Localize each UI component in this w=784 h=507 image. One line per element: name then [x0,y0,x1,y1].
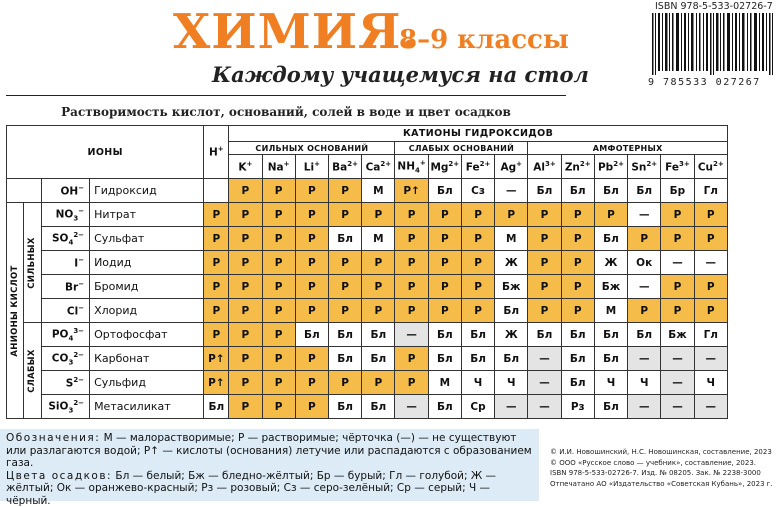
ion-charge: − [78,280,84,288]
solubility-cell: Бл [428,347,461,371]
ion-subscript: 3 [73,214,78,222]
cation-header [295,155,328,179]
solubility-cell: Р [204,227,229,251]
row-spacer [7,179,42,203]
solubility-cell: Р [362,251,395,275]
anions-label-text: АНИОНЫ КИСЛОТ [10,265,20,356]
anion-formula [42,203,90,227]
solubility-cell: Р [461,251,494,275]
ion-symbol: Zn [565,161,580,173]
solubility-cell: Р [395,347,428,371]
solubility-cell: Бл [295,323,328,347]
solubility-cell: Р [628,227,661,251]
solubility-cell: Р [295,227,328,251]
ion-symbol: Al [533,161,545,173]
ions-header: ИОНЫ [7,126,204,179]
solubility-cell: Р [362,371,395,395]
solubility-cell: — [661,347,694,371]
solubility-cell: Р [461,299,494,323]
cation-header [495,155,528,179]
ion-symbol: PO [52,328,69,340]
anion-formula [42,347,90,371]
anion-name: Иодид [90,251,204,275]
copyright-line: Отпечатано АО «Издательство «Советская Кубань», 2023 г. [550,479,773,490]
solubility-cell: Ж [495,251,528,275]
solubility-cell: Р [528,227,561,251]
ion-symbol: Br [65,281,78,293]
ion-charge: + [420,159,426,167]
solubility-cell: Бл [362,347,395,371]
solubility-cell: Р [262,299,295,323]
ion-charge: 2− [73,399,84,407]
solubility-cell: Р [528,275,561,299]
ion-charge: − [78,304,84,312]
solubility-cell: Р [395,251,428,275]
solubility-cell: Бр [661,179,694,203]
anion-name: Гидроксид [90,179,204,203]
solubility-cell: Р [461,203,494,227]
ion-symbol: Ba [332,161,347,173]
solubility-cell: Ср [461,395,494,419]
solubility-cell: — [395,323,428,347]
solubility-cell: Р [229,299,262,323]
solubility-cell: Бл [561,179,594,203]
solubility-cell: Р [395,227,428,251]
solubility-cell: Р [561,251,594,275]
ion-symbol: SiO [48,400,68,412]
solubility-cell: Бл [328,323,361,347]
anion-name: Хлорид [90,299,204,323]
solubility-cell: Р [229,347,262,371]
cation-header [395,155,428,179]
ion-charge: 2+ [713,160,724,168]
strong-label-text: СИЛЬНЫХ [27,237,37,288]
solubility-cell: Р [229,179,262,203]
table-row [7,371,728,395]
solubility-cell: Р [204,275,229,299]
solubility-cell: Р [204,299,229,323]
solubility-cell: Р [229,227,262,251]
solubility-cell: Р [561,275,594,299]
ion-symbol: K [238,161,246,173]
solubility-cell: Р [328,203,361,227]
weak-label [23,323,42,419]
divider [6,95,566,96]
solubility-cell: — [628,275,661,299]
solubility-cell: Р [528,251,561,275]
ion-charge: 2+ [448,160,459,168]
ion-subscript: 3 [68,406,73,414]
cation-header [229,155,262,179]
legend-notation [6,432,533,470]
ion-charge: − [78,256,84,264]
solubility-cell: Р [694,299,727,323]
solubility-cell: Ч [628,371,661,395]
cations-header: КАТИОНЫ ГИДРОКСИДОВ [229,126,728,142]
ion-charge: 3− [73,327,84,335]
solubility-cell: Р [262,275,295,299]
solubility-cell: М [594,299,627,323]
solubility-cell: Р [229,323,262,347]
weak-bases-header: СЛАБЫХ ОСНОВАНИЙ [395,142,528,155]
solubility-cell: Ж [495,323,528,347]
solubility-cell: Р [694,203,727,227]
ion-symbol: Fe [466,161,480,173]
solubility-cell: Р [528,203,561,227]
solubility-cell: Р [328,299,361,323]
solubility-cell: Бл [461,323,494,347]
solubility-cell: Р [428,275,461,299]
solubility-cell: Р↑ [395,179,428,203]
table-row [7,251,728,275]
solubility-table [6,125,728,419]
solubility-cell: Р [661,203,694,227]
ion-subscript: 4 [68,334,73,342]
anion-formula [42,299,90,323]
barcode-number: 9 785533 027267 [648,77,780,88]
ion-charge: + [284,160,290,168]
solubility-cell: Р [395,203,428,227]
solubility-cell: Р [295,203,328,227]
solubility-cell: Р [229,251,262,275]
copyright-line: © И.И. Новошинский, Н.С. Новошинская, составление, 2023 [550,447,773,458]
solubility-cell: — [528,347,561,371]
solubility-cell: Р [661,227,694,251]
solubility-cell: Р [295,299,328,323]
solubility-cell: Р [362,299,395,323]
solubility-cell: Р [461,227,494,251]
solubility-cell: Р [328,179,361,203]
anion-name: Ортофосфат [90,323,204,347]
ion-symbol: CO [52,352,69,364]
strong-label [23,203,42,323]
cation-header [561,155,594,179]
legend-notation-label: Обозначения: [6,432,100,444]
solubility-cell: Р [295,347,328,371]
ion-symbol: Li [304,161,314,173]
solubility-cell: Бл [362,323,395,347]
solubility-cell: Р [428,227,461,251]
solubility-cell: Р [628,299,661,323]
solubility-cell: Р [461,275,494,299]
solubility-cell: — [694,347,727,371]
solubility-cell: Бл [594,395,627,419]
cation-header [262,155,295,179]
solubility-cell: Бл [204,395,229,419]
solubility-cell: — [628,395,661,419]
solubility-cell: Ч [594,371,627,395]
solubility-cell: Р [262,227,295,251]
solubility-cell: Р [295,275,328,299]
ion-symbol: Na [268,161,284,173]
table-row [7,227,728,251]
anion-formula [42,323,90,347]
ion-charge: − [78,184,84,192]
solubility-cell: Бл [594,179,627,203]
cation-header [204,126,229,179]
cation-header [328,155,361,179]
solubility-cell: Р [262,179,295,203]
solubility-cell: — [661,371,694,395]
solubility-cell: — [661,395,694,419]
solubility-cell: Р [262,323,295,347]
solubility-cell: М [362,227,395,251]
ion-symbol: Cl [67,305,78,317]
solubility-cell: Р [229,203,262,227]
copyright-line: ISBN 978-5-533-02726-7. Изд. № 08205. Зак. № 2238-3000 [550,468,773,479]
ion-symbol: Mg [430,161,448,173]
ion-charge: 2+ [580,160,591,168]
solubility-cell: — [495,395,528,419]
ion-symbol: OH [60,185,78,197]
solubility-cell: Ч [495,371,528,395]
ion-charge: 2+ [480,160,491,168]
ion-symbol: Fe [665,161,679,173]
solubility-cell: Р [295,251,328,275]
solubility-cell: Бл [328,227,361,251]
anion-name: Сульфат [90,227,204,251]
solubility-cell: Бл [594,323,627,347]
solubility-cell: — [661,251,694,275]
cation-header [528,155,561,179]
legend-colors-text: Бл — белый; Бж — бледно-жёлтый; Бр — бурый; Гл — голубой; Ж — жёлтый; Ок — оранжево-красный; Рз — розовый; Сз — серо-зелёный; Ср — серый; Ч — чёрный. [6,470,496,507]
solubility-cell: Бл [362,395,395,419]
anion-name: Сульфид [90,371,204,395]
cation-header [694,155,727,179]
copyright [550,447,773,489]
solubility-cell: Бл [561,347,594,371]
legend [0,429,539,501]
ion-symbol: Cu [698,161,713,173]
ion-charge: 2+ [646,160,657,168]
ion-charge: 2− [73,351,84,359]
solubility-cell: Р [594,203,627,227]
solubility-cell: — [694,395,727,419]
solubility-cell: Бл [428,179,461,203]
solubility-cell: Ч [461,371,494,395]
solubility-cell: Р [229,371,262,395]
anion-name: Бромид [90,275,204,299]
cation-header [428,155,461,179]
solubility-cell: М [428,371,461,395]
solubility-cell: Ж [594,251,627,275]
anion-formula [42,275,90,299]
solubility-cell: Р [229,395,262,419]
barcode [650,13,776,75]
solubility-cell: Бл [594,227,627,251]
table-row [7,275,728,299]
solubility-cell: Р [262,395,295,419]
solubility-cell: Гл [694,179,727,203]
table-row [7,179,728,203]
ion-subscript: 4 [415,166,420,174]
ion-charge: 2+ [380,160,391,168]
solubility-cell: Бл [495,299,528,323]
solubility-cell: Р [661,275,694,299]
solubility-cell: Бл [528,179,561,203]
solubility-cell: Р [262,371,295,395]
table-row [7,395,728,419]
ion-subscript: 4 [68,238,73,246]
amphoteric-header: АМФОТЕРНЫХ [528,142,728,155]
solubility-cell: Бж [594,275,627,299]
cation-header [628,155,661,179]
cation-header [661,155,694,179]
anions-label [7,203,24,419]
ion-symbol: Pb [598,161,613,173]
anion-formula [42,227,90,251]
page-subtitle: Каждому учащемуся на стол [212,62,589,87]
ion-charge: + [516,160,522,168]
solubility-cell: Р↑ [204,371,229,395]
solubility-cell: Р [362,275,395,299]
ion-charge: 2+ [347,160,358,168]
strong-bases-header: СИЛЬНЫХ ОСНОВАНИЙ [229,142,395,155]
solubility-cell: Р [428,299,461,323]
ion-symbol: Sn [631,161,646,173]
anion-name: Метасиликат [90,395,204,419]
solubility-cell: — [694,251,727,275]
solubility-cell: Рз [561,395,594,419]
solubility-cell: Р [229,275,262,299]
solubility-cell: Р [328,371,361,395]
anion-formula [42,179,90,203]
solubility-cell: — [528,395,561,419]
solubility-cell [204,179,229,203]
solubility-cell: Бл [328,347,361,371]
solubility-cell: Бл [628,179,661,203]
solubility-cell: — [628,203,661,227]
cation-header [362,155,395,179]
ion-symbol: NH [397,160,415,172]
ion-charge: 2− [73,376,84,384]
solubility-cell: Сз [461,179,494,203]
ion-charge: + [314,160,320,168]
cation-header [461,155,494,179]
ion-symbol: I [74,257,78,269]
solubility-cell: Бл [628,323,661,347]
solubility-cell: Р [561,299,594,323]
solubility-cell: Р [661,299,694,323]
legend-notation-text: М — малорастворимые; Р — растворимые; чёрточка (—) — не существуют или разлагаются водой; Р↑ — кислоты (основания) летучие или распадаются с образованием газа. [6,432,532,469]
ion-charge: 2− [73,231,84,239]
ion-charge: 3+ [679,160,690,168]
solubility-cell: Бл [328,395,361,419]
solubility-cell: — [528,371,561,395]
ion-subscript: 3 [68,358,73,366]
solubility-cell: Р [395,299,428,323]
table-row [7,347,728,371]
solubility-cell: Бл [428,323,461,347]
solubility-cell: Р↑ [204,347,229,371]
anion-formula [42,371,90,395]
ion-charge: + [247,160,253,168]
solubility-cell: Р [295,395,328,419]
solubility-cell: Р [328,251,361,275]
solubility-cell: Р [295,371,328,395]
solubility-cell: Р [561,203,594,227]
legend-colors [6,470,533,507]
cation-header [594,155,627,179]
solubility-cell: Р [204,203,229,227]
table-row [7,299,728,323]
solubility-cell: Р [395,275,428,299]
legend-colors-label: Цвета осадков: [6,470,112,482]
solubility-cell: Бж [495,275,528,299]
anion-name: Карбонат [90,347,204,371]
solubility-cell: Р [262,251,295,275]
solubility-cell: Р [262,347,295,371]
solubility-cell: Р [204,323,229,347]
copyright-line: © ООО «Русское слово — учебник», составление, 2023. [550,458,773,469]
isbn-label: ISBN 978-5-533-02726-7 [655,1,773,12]
anion-formula [42,251,90,275]
solubility-cell: Бж [661,323,694,347]
solubility-cell: — [395,395,428,419]
ion-symbol: Ca [366,161,381,173]
solubility-cell: Р [204,251,229,275]
weak-label-text: СЛАБЫХ [27,349,37,393]
anion-name: Нитрат [90,203,204,227]
solubility-cell: Бл [561,323,594,347]
solubility-cell: Р [528,299,561,323]
ion-symbol: SO [52,232,69,244]
ion-charge: 3+ [545,160,556,168]
solubility-cell: Ч [694,371,727,395]
solubility-cell: Р [694,227,727,251]
solubility-cell: Р [495,203,528,227]
solubility-cell: Ок [628,251,661,275]
solubility-cell: М [495,227,528,251]
solubility-cell: Бл [428,395,461,419]
solubility-cell: Бл [495,347,528,371]
solubility-cell: Р [561,227,594,251]
solubility-cell: Р [428,251,461,275]
solubility-cell: Гл [694,323,727,347]
solubility-cell: Р [328,275,361,299]
ion-symbol: NO [56,208,74,220]
grades-label: 8–9 классы [399,25,569,55]
solubility-cell: — [495,179,528,203]
ion-charge: − [78,207,84,215]
solubility-cell: Р [395,371,428,395]
solubility-cell: Р [262,203,295,227]
page-title: ХИМИЯ. [173,4,419,60]
solubility-cell: Бл [461,347,494,371]
ion-symbol: H [209,147,218,159]
solubility-cell: Бл [561,371,594,395]
table-row [7,203,728,227]
ion-symbol: Ag [501,161,517,173]
solubility-cell: М [362,179,395,203]
ion-symbol: S [66,377,74,389]
ion-charge: + [218,145,224,153]
solubility-cell: Р [362,203,395,227]
ion-charge: 2+ [613,160,624,168]
solubility-cell: Р [428,203,461,227]
table-caption: Растворимость кислот, оснований, солей в воде и цвет осадков [6,105,566,119]
solubility-cell: Бл [594,347,627,371]
solubility-cell: Р [694,275,727,299]
solubility-cell: — [628,347,661,371]
anion-formula [42,395,90,419]
table-row [7,323,728,347]
solubility-cell: Р [295,179,328,203]
solubility-cell: Бл [528,323,561,347]
